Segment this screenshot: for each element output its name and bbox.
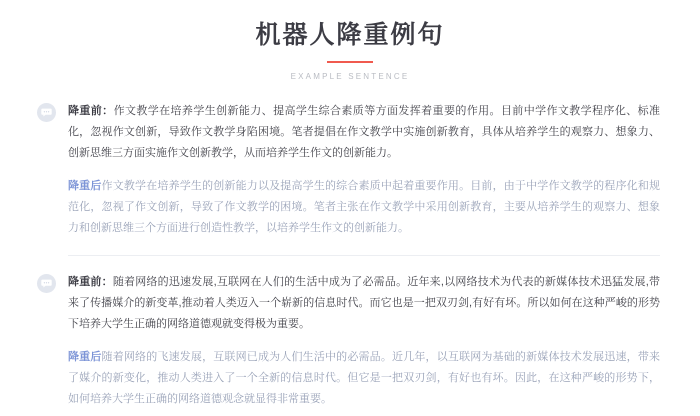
before-label: 降重前： (68, 276, 113, 288)
before-text: 作文教学在培养学生创新能力、提高学生综合素质等方面发挥着重要的作用。目前中学作文教学程序化、标准化，忽视作文创新，导致作文教学身陷困境。笔者提倡在作文教学中实施创新教育，具体从培养学生的观察力、想象力、创新思维三方面实施作文创新教学，从而培养学生作文的创新能力。 (68, 105, 661, 159)
after-label: 降重后 (68, 351, 102, 363)
page-subtitle: EXAMPLE SENTENCE (290, 72, 410, 81)
title-underline (327, 61, 373, 63)
page-header (0, 0, 700, 81)
entry-body (68, 272, 660, 410)
after-paragraph (68, 176, 660, 239)
before-text: 随着网络的迅速发展,互联网在人们的生活中成为了必需品。近年来,以网络技术为代表的新媒体技术迅猛发展,带来了传播媒介的新变革,推动着人类迈入一个崭新的信息时代。而它也是一把双刃剑,有好有坏。所以如何在这种严峻的形势下培养大学生正确的网络道德观就变得极为重要。 (68, 276, 661, 330)
after-text: 作文教学在培养学生的创新能力以及提高学生的综合素质中起着重要作用。目前，由于中学作文教学的程序化和规范化，忽视了作文创新，导致了作文教学的困境。笔者主张在作文教学中采用创新教育，主要从培养学生的观察力、想象力和创新思维三个方面进行创造性教学，以培养学生作文的创新能力。 (68, 180, 661, 234)
examples-list (0, 101, 700, 410)
chat-bubble-icon (37, 103, 56, 122)
after-text: 随着网络的飞速发展，互联网已成为人们生活中的必需品。近几年，以互联网为基础的新媒体技术发展迅速，带来了媒介的新变化，推动人类进入了一个全新的信息时代。但它是一把双刃剑，有好也有坏。因此，在这种严峻的形势下，如何培养大学生正确的网络道德观念就显得非常重要。 (68, 351, 661, 405)
list-item (26, 101, 674, 239)
chat-bubble-icon (37, 274, 56, 293)
list-item (26, 272, 674, 410)
divider (68, 255, 660, 256)
before-paragraph (68, 272, 660, 335)
entry-body (68, 101, 660, 239)
after-label: 降重后 (68, 180, 102, 192)
page-title: 机器人降重例句 (255, 21, 445, 49)
before-paragraph (68, 101, 660, 164)
before-label: 降重前： (68, 105, 114, 117)
after-paragraph (68, 347, 660, 410)
